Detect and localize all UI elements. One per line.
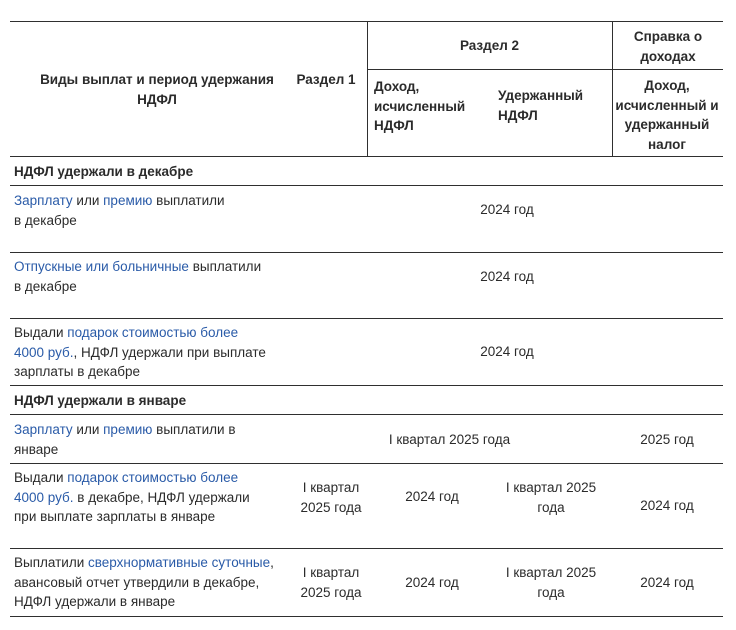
row-text: Выдали [14,470,68,485]
link-salary[interactable]: Зарплату [14,193,73,208]
row-text: выплатили [152,193,225,208]
income-period-text: 2024 год [405,489,459,504]
certificate-period-text: 2024 год [640,498,694,513]
header-col-section2-text: Раздел 2 [459,38,520,53]
header-col-certificate [622,27,714,66]
income-period-text: 2024 год [405,575,459,590]
link-gift[interactable]: подарок стоимостью более [67,325,239,340]
link-gift[interactable]: 4000 руб. [14,344,74,360]
table-row-label [14,468,294,527]
link-per-diem[interactable]: сверхнормативные суточные [88,555,271,570]
header-col-section2-withheld [498,86,598,125]
header-bottom-border [10,156,723,157]
header-col-certificate-sub-text: Доход, исчисленный и удержанный налог [615,78,719,152]
header-col-section1-text: Раздел 1 [296,72,356,87]
row-divider [10,414,723,415]
link-bonus[interactable]: премию [103,193,153,208]
table-row-label [14,553,304,612]
withheld-period [498,478,604,517]
header-col-section2 [367,36,612,56]
row-divider [10,548,723,549]
header-col-section2-income-text: Доход, исчисленный НДФЛ [374,79,466,133]
section1-period [294,478,368,517]
merged-period-text: 2024 год [480,202,534,217]
section-title [14,162,714,182]
header-col-types-text: Виды выплат и период удержания НДФЛ [40,72,274,107]
row-text: , [270,555,274,570]
link-vacation-sick-pay[interactable]: Отпускные или больничные [14,259,189,274]
link-gift[interactable]: 4000 руб. [14,489,74,505]
section1-period-text: I квартал 2025 года [300,480,362,515]
header-col-types [22,70,292,109]
certificate-period-text: 2025 год [640,432,694,447]
merged-period-text: I квартал 2025 года [388,432,511,447]
certificate-period [612,573,722,593]
header-col-certificate-sub [612,76,722,154]
row-text: в декабре [14,212,77,228]
row-text: выплатили в [152,422,236,437]
certificate-period-text: 2024 год [640,575,694,590]
income-period [378,573,486,593]
table-row-label [14,420,294,459]
row-divider [10,318,723,319]
header-col-certificate-text: Справка о доходах [633,29,703,64]
link-gift[interactable]: подарок стоимостью более [67,470,239,485]
row-divider [10,385,723,386]
row-text: выплатили [188,259,262,274]
merged-period [292,430,607,450]
row-divider [10,463,723,464]
withheld-period-text: I квартал 2025 года [505,565,597,600]
section-title-text: НДФЛ удержали в январе [14,393,187,408]
certificate-period [612,496,722,516]
withheld-period [498,563,604,602]
certificate-period [612,430,722,450]
withheld-period-text: I квартал 2025 года [505,480,597,515]
row-text: НДФЛ удержали в январе [14,594,176,609]
table-row-label [14,191,294,230]
section1-period-text: I квартал 2025 года [300,565,362,600]
row-text: Выплатили [14,555,88,570]
row-text: Выдали [14,325,68,340]
section-title-text: НДФЛ удержали в декабре [14,164,194,179]
header-col-section2-income [374,77,474,136]
merged-period [292,267,722,287]
merged-period [292,200,722,220]
row-text: при выплате зарплаты в январе [14,509,216,524]
link-salary[interactable]: Зарплату [14,422,73,437]
merged-period [292,342,722,362]
row-divider [10,185,723,186]
row-divider [10,252,723,253]
merged-period-text: 2024 год [480,344,534,359]
row-text: , НДФЛ удержали при выплате [73,344,266,360]
income-period [378,487,486,507]
row-text: январе [14,441,59,457]
row-text: в декабре, НДФЛ удержали [73,489,250,505]
row-text: или [72,193,104,208]
link-bonus[interactable]: премию [103,422,153,437]
row-text: в декабре [14,278,77,294]
section-title [14,391,714,411]
row-text: или [72,422,104,437]
header-col-section1 [292,70,360,90]
merged-period-text: 2024 год [480,269,534,284]
header-sub-divider [367,69,723,70]
row-text: зарплаты в декабре [14,364,141,379]
header-col-section2-withheld-text: Удержанный НДФЛ [498,88,584,123]
table-row-label [14,323,294,382]
table-row-label [14,257,294,296]
table-bottom-border [10,616,723,617]
row-text: авансовый отчет утвердили в декабре, [14,574,260,590]
section1-period [294,563,368,602]
